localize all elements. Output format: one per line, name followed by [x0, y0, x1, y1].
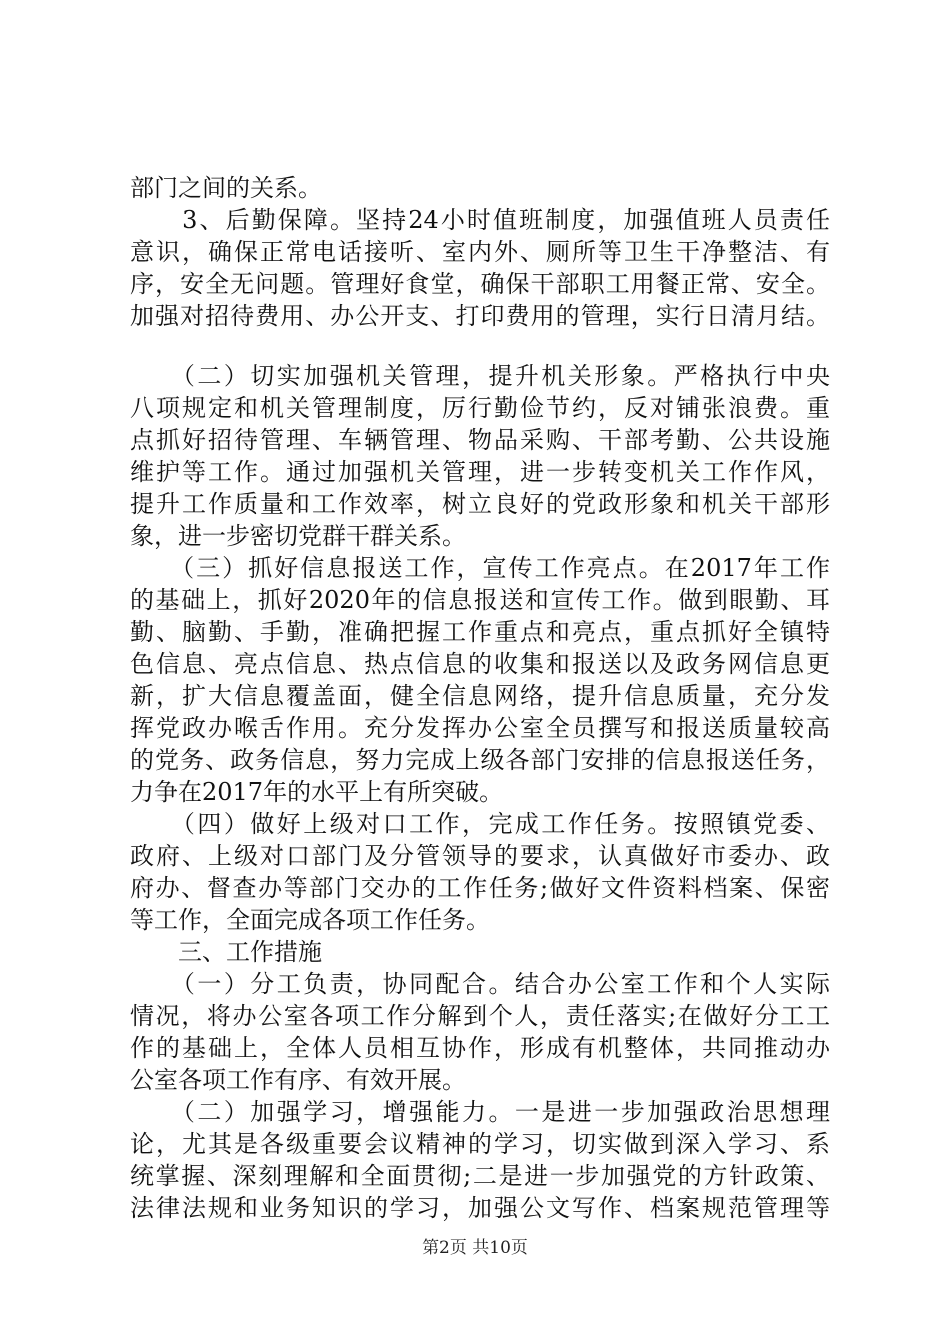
text-line: 的党务、政务信息，努力完成上级各部门安排的信息报送任务，: [130, 746, 830, 774]
text-line: 挥党政办喉舌作用。充分发挥办公室全员撰写和报送质量较高: [130, 714, 830, 742]
text-line: 序，安全无问题。管理好食堂，确保干部职工用餐正常、安全。: [130, 270, 830, 298]
text-line: 情况，将办公室各项工作分解到个人，责任落实;在做好分工工: [130, 1002, 830, 1030]
text-line: （一）分工负责，协同配合。结合办公室工作和个人实际: [130, 970, 830, 998]
text-line: 公室各项工作有序、有效开展。: [130, 1066, 466, 1094]
text-line: 色信息、亮点信息、热点信息的收集和报送以及政务网信息更: [130, 650, 830, 678]
text-line: 府办、督查办等部门交办的工作任务;做好文件资料档案、保密: [130, 874, 830, 902]
page-footer: 第2页 共10页: [422, 1238, 528, 1258]
text-line: （四）做好上级对口工作，完成工作任务。按照镇党委、: [130, 810, 830, 838]
text-line: （三）抓好信息报送工作，宣传工作亮点。在2017年工作: [130, 554, 830, 582]
text-line: 象，进一步密切党群干群关系。: [130, 522, 466, 550]
text-line: 维护等工作。通过加强机关管理，进一步转变机关工作作风，: [130, 458, 830, 486]
text-line: 加强对招待费用、办公开支、打印费用的管理，实行日清月结。: [130, 302, 830, 330]
text-line: 的基础上，抓好2020年的信息报送和宣传工作。做到眼勤、耳: [130, 586, 830, 614]
text-line: 作的基础上，全体人员相互协作，形成有机整体，共同推动办: [130, 1034, 830, 1062]
text-line: （二）加强学习，增强能力。一是进一步加强政治思想理: [130, 1098, 830, 1126]
text-line: （二）切实加强机关管理，提升机关形象。严格执行中央: [130, 362, 830, 390]
text-line: 3、后勤保障。坚持24小时值班制度，加强值班人员责任: [130, 206, 830, 234]
text-line: 提升工作质量和工作效率，树立良好的党政形象和机关干部形: [130, 490, 830, 518]
text-line: 论，尤其是各级重要会议精神的学习，切实做到深入学习、系: [130, 1130, 830, 1158]
text-line: 部门之间的关系。: [130, 174, 322, 202]
text-line: 八项规定和机关管理制度，厉行勤俭节约，反对铺张浪费。重: [130, 394, 830, 422]
text-line: 勤、脑勤、手勤，准确把握工作重点和亮点，重点抓好全镇特: [130, 618, 830, 646]
text-line: 统掌握、深刻理解和全面贯彻;二是进一步加强党的方针政策、: [130, 1162, 830, 1190]
text-line: 新，扩大信息覆盖面，健全信息网络，提升信息质量，充分发: [130, 682, 830, 710]
section-heading: 三、工作措施: [130, 938, 322, 966]
text-line: 力争在2017年的水平上有所突破。: [130, 778, 504, 806]
text-line: 法律法规和业务知识的学习，加强公文写作、档案规范管理等: [130, 1194, 830, 1222]
text-line: 点抓好招待管理、车辆管理、物品采购、干部考勤、公共设施: [130, 426, 830, 454]
text-line: 等工作，全面完成各项工作任务。: [130, 906, 490, 934]
text-line: 政府、上级对口部门及分管领导的要求，认真做好市委办、政: [130, 842, 830, 870]
text-line: 意识，确保正常电话接听、室内外、厕所等卫生干净整洁、有: [130, 238, 830, 266]
